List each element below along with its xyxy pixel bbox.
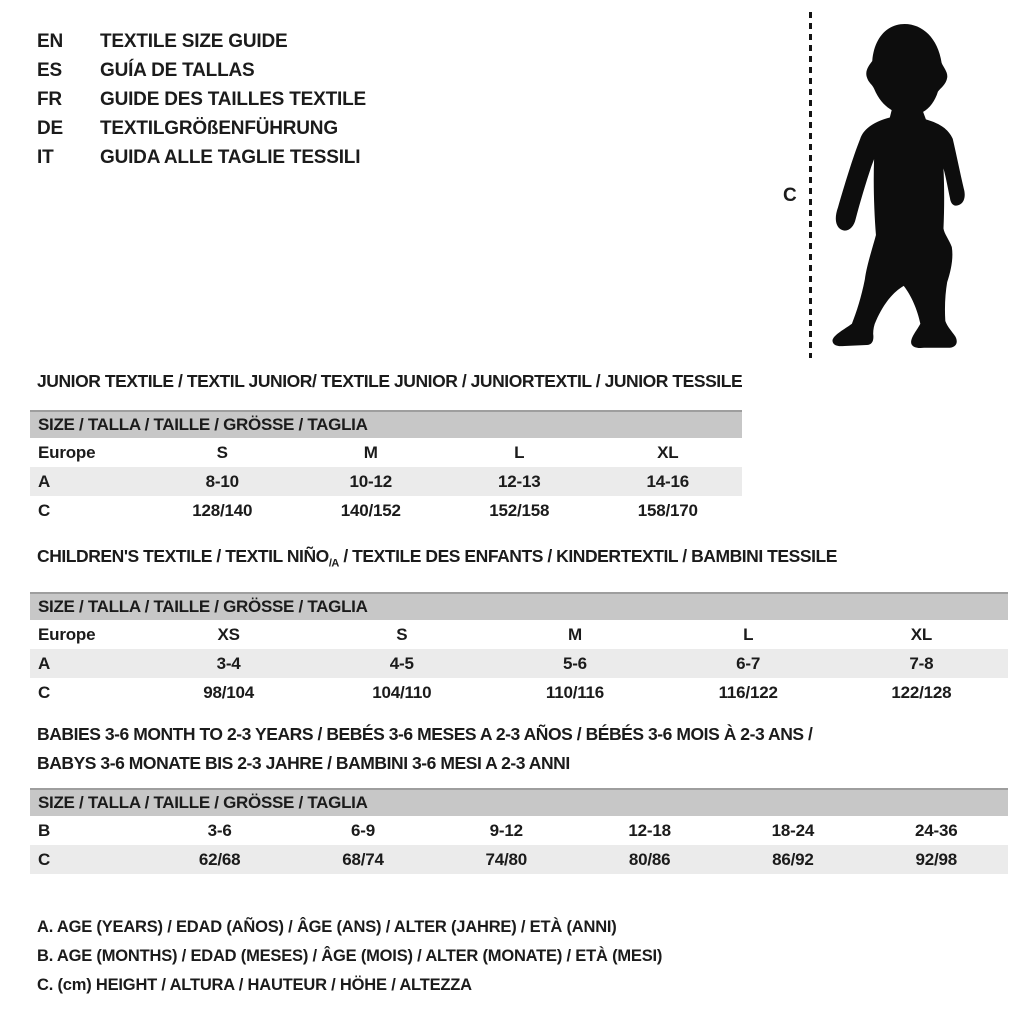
table-row [30, 496, 742, 525]
language-label: GUIDE DES TAILLES TEXTILE [100, 88, 366, 110]
language-label: GUIDA ALLE TAGLIE TESSILI [100, 146, 361, 168]
column-header: XL [657, 442, 679, 462]
children-size-table [30, 592, 1008, 707]
junior-section-heading: JUNIOR TEXTILE / TEXTIL JUNIOR/ TEXTILE JUNIOR / JUNIORTEXTIL / JUNIOR TESSILE [37, 371, 743, 391]
children-heading-post: / TEXTILE DES ENFANTS / KINDERTEXTIL / BAMBINI TESSILE [338, 546, 837, 566]
table-cell: 80/86 [578, 845, 721, 874]
column-header: Europe [38, 442, 96, 462]
table-cell: 7-8 [835, 649, 1008, 678]
table-cell: 152/158 [489, 500, 550, 520]
babies-heading-line2: BABYS 3-6 MONATE BIS 2-3 JAHRE / BAMBINI 3-6 MESI A 2-3 ANNI [37, 753, 570, 773]
children-heading-sub: /A [328, 557, 339, 570]
table-cell: 14-16 [594, 467, 743, 496]
column-header-row [30, 438, 742, 467]
table-cell: 74/80 [435, 845, 578, 874]
table-cell: 158/170 [637, 500, 698, 520]
babies-size-table [30, 788, 1008, 874]
junior-size-table [30, 410, 742, 525]
language-code: DE [37, 117, 63, 139]
table-cell: 6-9 [350, 820, 375, 840]
baby-figure [778, 4, 1024, 370]
row-label: A [30, 649, 142, 678]
table-row [30, 816, 1008, 845]
footnotes [37, 913, 662, 1000]
footnote-line: C. (cm) HEIGHT / ALTURA / HAUTEUR / HÖHE / ALTEZZA [37, 976, 472, 994]
row-label: A [30, 467, 148, 496]
table-cell: 62/68 [148, 845, 291, 874]
footnote-line: B. AGE (MONTHS) / EDAD (MESES) / ÂGE (MOIS) / ALTER (MONATE) / ETÀ (MESI) [37, 947, 663, 965]
language-label: TEXTILE SIZE GUIDE [100, 30, 288, 52]
table-cell: 12-18 [628, 820, 671, 840]
language-code: EN [37, 30, 63, 52]
language-row [37, 85, 366, 114]
table-row [30, 467, 742, 496]
table-cell: 86/92 [721, 845, 864, 874]
row-label: C [38, 500, 51, 520]
table-cell: 122/128 [891, 682, 952, 702]
column-header: M [363, 442, 378, 462]
language-row [37, 114, 366, 143]
baby-silhouette [826, 8, 974, 362]
table-cell: 12-13 [445, 467, 594, 496]
table-cell: 104/110 [372, 682, 432, 702]
table-cell: 24-36 [915, 820, 958, 840]
table-cell: 92/98 [865, 845, 1008, 874]
column-header: XS [217, 624, 240, 644]
babies-heading-line1: BABIES 3-6 MONTH TO 2-3 YEARS / BEBÉS 3-6 MESES A 2-3 AÑOS / BÉBÉS 3-6 MOIS À 2-3 ANS / [37, 724, 813, 744]
language-list [37, 27, 366, 172]
table-cell: 116/122 [718, 682, 778, 702]
table-cell: 140/152 [340, 500, 401, 520]
language-label: TEXTILGRÖßENFÜHRUNG [100, 117, 338, 139]
column-header: Europe [38, 624, 96, 644]
babies-section-heading [37, 720, 812, 778]
row-label: C [30, 845, 148, 874]
table-cell: 18-24 [771, 820, 815, 840]
column-header-row [30, 620, 1008, 649]
language-code: FR [37, 88, 62, 110]
column-header: L [514, 442, 525, 462]
footnote-line: A. AGE (YEARS) / EDAD (AÑOS) / ÂGE (ANS) / ALTER (JAHRE) / ETÀ (ANNI) [37, 918, 617, 936]
language-code: IT [37, 146, 54, 168]
size-header-bar: SIZE / TALLA / TAILLE / GRÖSSE / TAGLIA [30, 411, 742, 438]
table-cell: 6-7 [662, 649, 835, 678]
column-header: L [743, 624, 754, 644]
language-code: ES [37, 59, 62, 81]
table-cell: 3-4 [142, 649, 315, 678]
table-cell: 3-6 [207, 820, 232, 840]
row-label: C [38, 682, 51, 702]
table-cell: 68/74 [291, 845, 434, 874]
table-row [30, 845, 1008, 874]
table-cell: 9-12 [489, 820, 523, 840]
column-header: S [216, 442, 228, 462]
table-cell: 8-10 [148, 467, 297, 496]
table-cell: 5-6 [488, 649, 661, 678]
row-label: B [38, 820, 51, 840]
column-header: M [567, 624, 582, 644]
size-header-bar: SIZE / TALLA / TAILLE / GRÖSSE / TAGLIA [30, 593, 1008, 620]
children-heading-pre: CHILDREN'S TEXTILE / TEXTIL NIÑO [37, 546, 329, 566]
language-row [37, 143, 366, 172]
size-header-bar: SIZE / TALLA / TAILLE / GRÖSSE / TAGLIA [30, 789, 1008, 816]
table-cell: 98/104 [203, 682, 254, 702]
table-cell: 10-12 [297, 467, 446, 496]
language-row [37, 56, 366, 85]
table-cell: 4-5 [315, 649, 488, 678]
table-row [30, 649, 1008, 678]
children-section-heading [37, 546, 837, 570]
column-header: S [396, 624, 408, 644]
table-cell: 128/140 [192, 500, 253, 520]
table-row [30, 678, 1008, 707]
height-measure-line [809, 12, 812, 358]
language-row [37, 27, 366, 56]
height-measure-label: C [783, 185, 797, 206]
language-label: GUÍA DE TALLAS [100, 59, 255, 81]
column-header: XL [910, 624, 933, 644]
table-cell: 110/116 [545, 682, 605, 702]
